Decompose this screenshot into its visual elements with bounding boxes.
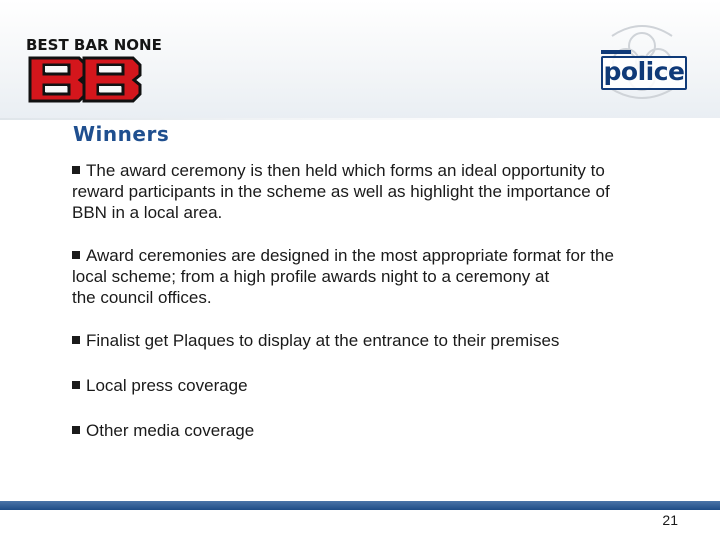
- bullet-line: the council offices.: [72, 288, 212, 307]
- square-bullet-icon: [72, 426, 80, 434]
- police-logo-text: police: [601, 56, 687, 90]
- bullet-line: Other media coverage: [86, 421, 255, 440]
- square-bullet-icon: [72, 381, 80, 389]
- best-bar-none-logo-text: BEST BAR NONE: [26, 36, 162, 54]
- footer-bar: [0, 501, 720, 510]
- bullet-line: Award ceremonies are designed in the most appropriate format for the: [86, 246, 614, 265]
- best-bar-none-logo: [22, 34, 162, 104]
- bb-logo-mark: [30, 58, 140, 101]
- winners-bullet-list: [72, 160, 672, 463]
- square-bullet-icon: [72, 336, 80, 344]
- page-number: 21: [662, 512, 678, 528]
- bullet-line: Finalist get Plaques to display at the entrance to their premises: [86, 331, 560, 350]
- bullet-item: [72, 375, 672, 396]
- bullet-line: Local press coverage: [86, 376, 248, 395]
- bullet-line: local scheme; from a high profile awards night to a ceremony at: [72, 267, 550, 286]
- bullet-line: The award ceremony is then held which forms an ideal opportunity to: [86, 161, 605, 180]
- page-title: Winners: [73, 122, 170, 146]
- bullet-item: [72, 330, 672, 351]
- police-logo-top-bar: [601, 50, 631, 54]
- bullet-line: reward participants in the scheme as well as highlight the importance of: [72, 182, 610, 201]
- bullet-item: [72, 160, 672, 223]
- square-bullet-icon: [72, 251, 80, 259]
- square-bullet-icon: [72, 166, 80, 174]
- police-logo: [592, 20, 692, 110]
- bullet-item: [72, 245, 672, 308]
- bullet-line: BBN in a local area.: [72, 203, 223, 222]
- bullet-item: [72, 420, 672, 441]
- header-divider: [0, 118, 720, 120]
